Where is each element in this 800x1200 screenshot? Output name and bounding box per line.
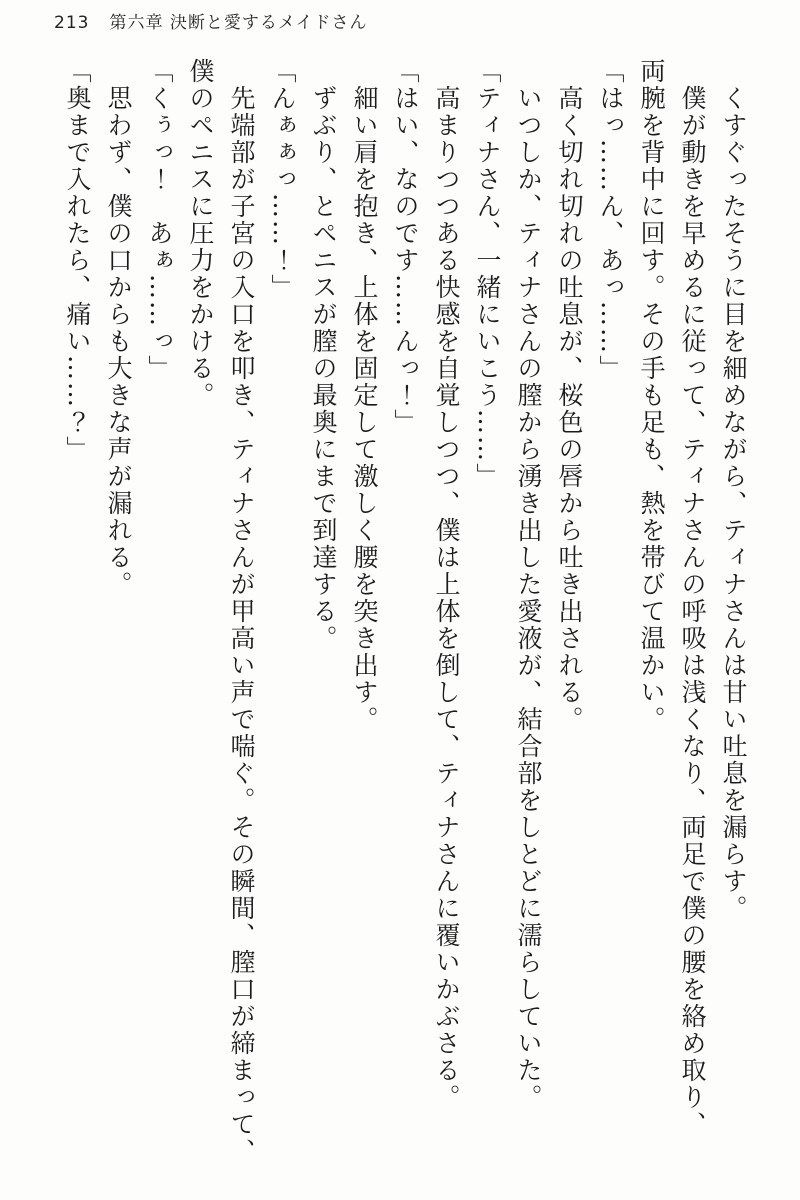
text-column: 僕が動きを早めるに従って、ティナさんの呼吸は浅くなり、両足で僕の腰を絡め取り、 xyxy=(678,85,707,1138)
text-column: 「くぅっ！ あぁ……っ」 xyxy=(145,58,174,382)
text-column: 「はい、なのです……んっ！」 xyxy=(391,58,420,436)
text-column: 思わず、僕の口からも大きな声が漏れる。 xyxy=(104,85,133,598)
text-column: 「ティナさん、一緒にいこう……」 xyxy=(473,58,502,490)
page-body-text xyxy=(57,58,754,1194)
text-column: 僕のペニスに圧力をかける。 xyxy=(186,58,215,409)
text-column: 高く切れ切れの吐息が、桜色の唇から吐き出される。 xyxy=(555,85,584,733)
text-column: 高まりつつある快感を自覚しつつ、僕は上体を倒して、ティナさんに覆いかぶさる。 xyxy=(432,85,461,1111)
text-column: 両腕を背中に回す。その手も足も、熱を帯びて温かい。 xyxy=(637,58,666,733)
text-column: 「はっ……ん、あっ……」 xyxy=(596,58,625,382)
page-header xyxy=(54,8,368,33)
text-column: くすぐったそうに目を細めながら、ティナさんは甘い吐息を漏らす。 xyxy=(719,85,748,922)
page-number: 213 xyxy=(54,13,90,33)
text-column: ずぶり、とペニスが膣の最奥にまで到達する。 xyxy=(309,85,338,652)
text-column: 先端部が子宮の入口を叩き、ティナさんが甲高い声で喘ぐ。その瞬間、膣口が締まって、 xyxy=(227,85,256,1165)
text-column: 「奥まで入れたら、痛い……？」 xyxy=(63,58,92,463)
text-column: 細い肩を抱き、上体を固定して激しく腰を突き出す。 xyxy=(350,85,379,733)
chapter-title: 第六章 決断と愛するメイドさん xyxy=(109,13,368,33)
text-column: 「んぁぁっ……！」 xyxy=(268,58,297,301)
text-column: いつしか、ティナさんの膣から湧き出した愛液が、結合部をしとどに濡らしていた。 xyxy=(514,85,543,1111)
